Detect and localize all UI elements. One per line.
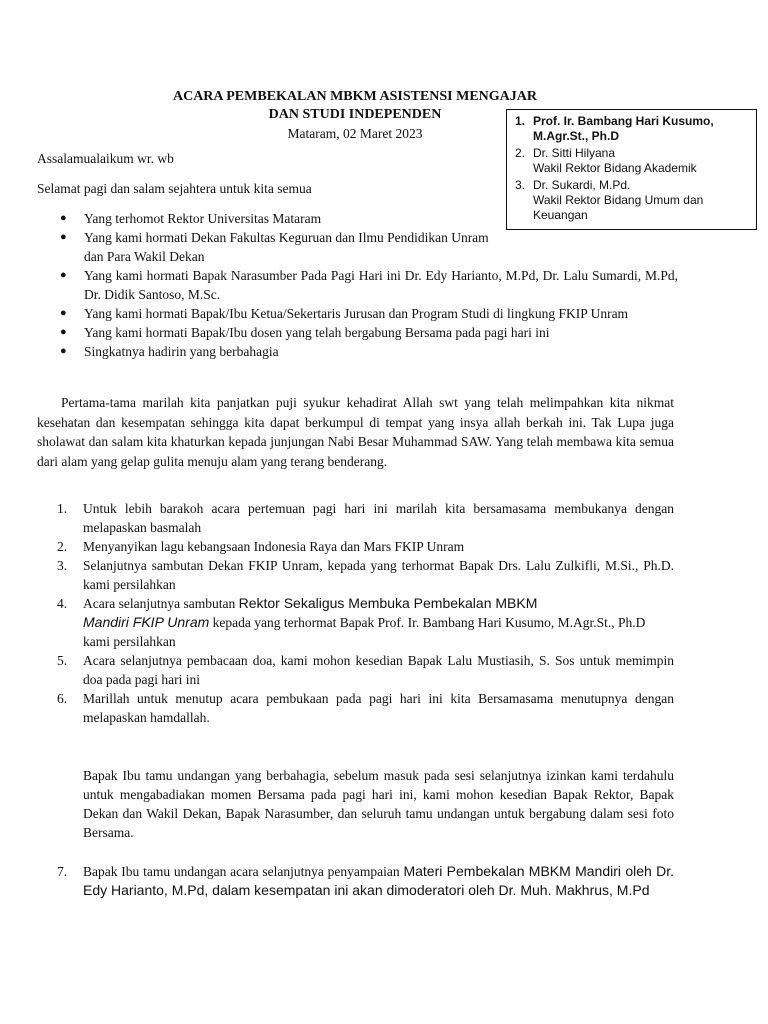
- bullet-icon: ●: [60, 269, 67, 281]
- official-number: 1.: [515, 114, 526, 128]
- list-item: ● Yang terhomot Rektor Universitas Mataram: [60, 211, 322, 226]
- agenda-item: 1. Untuk lebih barakoh acara pertemuan pagi hari ini marilah kita bersamasama membukanya dengan melapaskan basmalah: [57, 501, 674, 535]
- place-date: Mataram, 02 Maret 2023: [287, 126, 423, 141]
- title-line-1: ACARA PEMBEKALAN MBKM ASISTENSI MENGAJAR: [172, 89, 538, 104]
- agenda-item-7: 7. Bapak Ibu tamu undangan acara selanjutnya penyampaian Materi Pembekalan MBKM Mandiri oleh Dr. Edy Harianto, M.Pd, dalam kesempatan ini akan dimoderatori oleh Dr. Muh. Makhrus, M.Pd: [57, 863, 674, 898]
- bullet-icon: ●: [60, 307, 67, 319]
- bullet-icon: ●: [60, 326, 67, 338]
- agenda-item: 2. Menyanyikan lagu kebangsaan Indonesia Raya dan Mars FKIP Unram: [57, 539, 465, 554]
- official-degree: M.Agr.St., Ph.D: [533, 129, 620, 143]
- list-item: ● Singkatnya hadirin yang berbahagia: [60, 344, 279, 359]
- opening-paragraph: Pertama-tama marilah kita panjatkan puji syukur kehadirat Allah swt yang telah melimpahkan kita nikmat kesehatan dan kesempatan sehingga kita dapat berkumpul di tempat yang insya allah berkah ini. Tak Lupa juga sholawat dan salam kita khaturkan kepada junjungan Nabi Besar Muhammad SAW. Yang telah membawa kita semua dari alam yang gelap gulita menuju alam yang terang benderang.: [37, 395, 674, 469]
- official-item: [515, 114, 750, 144]
- bullet-icon: ●: [60, 345, 67, 357]
- agenda-item: 6. Marillah untuk menutup acara pembukaan pada pagi hari ini kita Bersamasama menutupnya dengan melapaskan hamdallah.: [57, 691, 674, 725]
- list-item: ● Yang kami hormati Bapak/Ibu dosen yang telah bergabung Bersama pada pagi hari ini: [60, 325, 550, 340]
- agenda-list: [37, 499, 674, 727]
- salutation-list: [60, 209, 678, 361]
- bullet-icon: ●: [60, 212, 67, 224]
- list-item: ● Yang kami hormati Bapak/Ibu Ketua/Sekertaris Jurusan dan Program Studi di lingkung FKIP Unram: [60, 306, 629, 321]
- list-item: ● Yang kami hormati Dekan Fakultas Keguruan dan Ilmu Pendidikan Unram: [60, 230, 489, 245]
- title-line-2: DAN STUDI INDEPENDEN: [268, 107, 442, 122]
- official-item: [515, 146, 750, 176]
- agenda-item: 4. Acara selanjutnya sambutan Rektor Sekaligus Membuka Pembekalan MBKM Mandiri FKIP Unram kepada yang terhormat Bapak Prof. Ir. Bambang Hari Kusumo, M.Agr.St., Ph.D kami persilahkan: [57, 595, 646, 649]
- photo-session-paragraph: Bapak Ibu tamu undangan yang berbahagia, sebelum masuk pada sesi selanjutnya izinkan kami terdahulu untuk mengabadiakan momen Bersama pada pagi hari ini, kami mohon kesedian Bapak Rektor, Bapak Dekan dan Wakil Dekan, Bapak Narasumber, dan seluruh tamu undangan untuk bergabung dalam sesi foto Bersama.: [83, 768, 674, 840]
- list-item-continuation: dan Para Wakil Dekan: [84, 249, 205, 264]
- list-item: ● Yang kami hormati Bapak Narasumber Pada Pagi Hari ini Dr. Edy Harianto, M.Pd, Dr. Lalu Sumardi, M.Pd, Dr. Didik Santoso, M.Sc.: [60, 268, 678, 302]
- official-name: Dr. Sitti Hilyana: [533, 146, 616, 160]
- official-role-cont: Keuangan: [533, 208, 588, 222]
- agenda-item: 5. Acara selanjutnya pembacaan doa, kami mohon kesedian Bapak Lalu Mustiasih, S. Sos untuk memimpin doa pada pagi hari ini: [57, 653, 674, 687]
- official-role: Wakil Rektor Bidang Umum dan: [533, 193, 704, 207]
- agenda-item: 3. Selanjutnya sambutan Dekan FKIP Unram, kepada yang terhormat Bapak Drs. Lalu Zulkifli, M.Si., Ph.D. kami persilahkan: [57, 558, 674, 592]
- official-name: Dr. Sukardi, M.Pd.: [533, 178, 631, 192]
- morning-greeting: Selamat pagi dan salam sejahtera untuk kita semua: [37, 181, 312, 196]
- official-name: Prof. Ir. Bambang Hari Kusumo,: [533, 114, 714, 128]
- official-role: Wakil Rektor Bidang Akademik: [533, 161, 697, 175]
- official-number: 3.: [515, 178, 526, 192]
- bullet-icon: ●: [60, 231, 67, 243]
- opening-greeting: Assalamualaikum wr. wb: [37, 151, 174, 166]
- official-number: 2.: [515, 146, 526, 160]
